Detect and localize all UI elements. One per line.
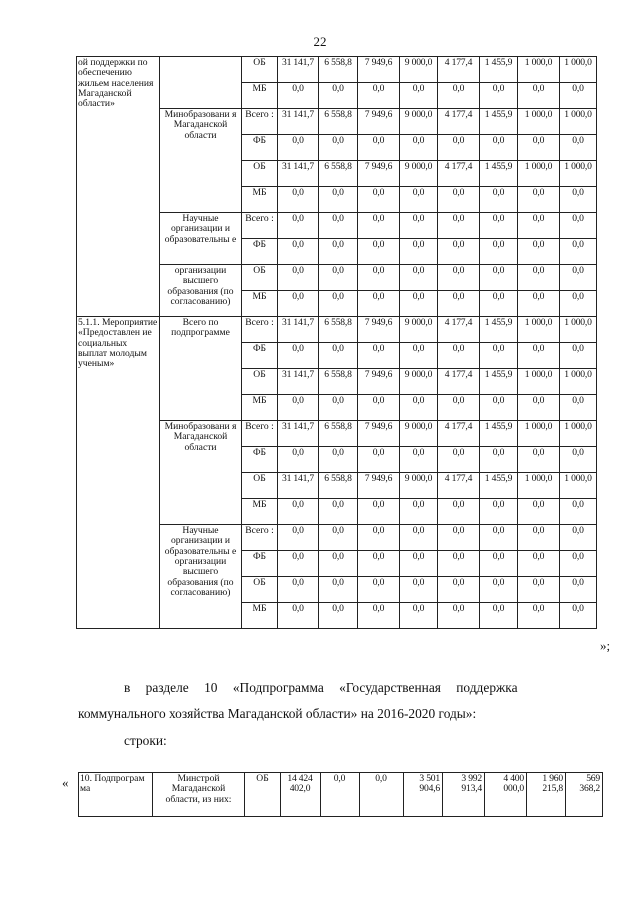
amount-cell: 1 000,0 xyxy=(518,421,560,447)
amount-cell: 0,0 xyxy=(319,551,358,577)
amount-cell: 569 368,2 xyxy=(566,773,603,817)
amount-cell: 0,0 xyxy=(560,265,597,291)
amount-cell: 0,0 xyxy=(278,343,319,369)
amount-cell: 31 141,7 xyxy=(278,421,319,447)
amount-cell: 1 000,0 xyxy=(560,473,597,499)
amount-cell: 0,0 xyxy=(319,447,358,473)
amount-cell: 0,0 xyxy=(518,551,560,577)
amount-cell: 0,0 xyxy=(319,239,358,265)
amount-cell: 4 177,4 xyxy=(438,161,480,187)
executor-cell: Всего по подпрограмме xyxy=(160,317,242,421)
amount-cell: 31 141,7 xyxy=(278,57,319,83)
amount-cell: 0,0 xyxy=(400,525,438,551)
amount-cell: 31 141,7 xyxy=(278,109,319,135)
executor-cell: Минобразовани я Магаданской области xyxy=(160,109,242,213)
table-row xyxy=(79,773,603,817)
measure-name-cell: 5.1.1. Мероприятие «Предоставлен ие социальных выплат молодым ученым» xyxy=(77,317,160,629)
amount-cell: 0,0 xyxy=(438,551,480,577)
source-cell: МБ xyxy=(242,291,278,317)
amount-cell: 0,0 xyxy=(400,395,438,421)
amount-cell: 14 424 402,0 xyxy=(281,773,321,817)
amount-cell: 0,0 xyxy=(358,187,400,213)
amount-cell: 0,0 xyxy=(400,213,438,239)
amount-cell: 9 000,0 xyxy=(400,317,438,343)
amount-cell: 1 000,0 xyxy=(518,369,560,395)
amount-cell: 1 000,0 xyxy=(518,57,560,83)
amount-cell: 1 000,0 xyxy=(560,421,597,447)
amount-cell: 0,0 xyxy=(358,525,400,551)
amount-cell: 0,0 xyxy=(560,239,597,265)
amount-cell: 0,0 xyxy=(480,213,518,239)
table-row xyxy=(77,317,597,343)
source-cell: ОБ xyxy=(242,369,278,395)
amount-cell: 6 558,8 xyxy=(319,421,358,447)
amount-cell: 1 000,0 xyxy=(560,317,597,343)
source-cell: ОБ xyxy=(242,473,278,499)
amount-cell: 0,0 xyxy=(319,603,358,629)
amount-cell: 0,0 xyxy=(438,187,480,213)
budget-table xyxy=(76,56,597,629)
amount-cell: 1 455,9 xyxy=(480,369,518,395)
source-cell: ФБ xyxy=(242,343,278,369)
amount-cell: 0,0 xyxy=(560,603,597,629)
amount-cell: 0,0 xyxy=(438,447,480,473)
amount-cell: 0,0 xyxy=(480,135,518,161)
amount-cell: 0,0 xyxy=(358,603,400,629)
amount-cell: 0,0 xyxy=(358,213,400,239)
amount-cell: 1 455,9 xyxy=(480,109,518,135)
amount-cell: 0,0 xyxy=(560,343,597,369)
amount-cell: 0,0 xyxy=(480,499,518,525)
amount-cell: 0,0 xyxy=(560,213,597,239)
table-row xyxy=(77,57,597,83)
amount-cell: 0,0 xyxy=(560,291,597,317)
amount-cell: 0,0 xyxy=(518,525,560,551)
amount-cell: 0,0 xyxy=(358,135,400,161)
amount-cell: 0,0 xyxy=(400,291,438,317)
amount-cell: 0,0 xyxy=(319,395,358,421)
amount-cell: 0,0 xyxy=(560,499,597,525)
amount-cell: 1 000,0 xyxy=(518,161,560,187)
source-cell: МБ xyxy=(242,187,278,213)
amount-cell: 0,0 xyxy=(400,551,438,577)
amount-cell: 1 455,9 xyxy=(480,317,518,343)
amount-cell: 0,0 xyxy=(319,83,358,109)
amount-cell: 7 949,6 xyxy=(358,421,400,447)
amount-cell: 0,0 xyxy=(278,525,319,551)
amount-cell: 0,0 xyxy=(438,239,480,265)
amount-cell: 0,0 xyxy=(358,447,400,473)
amount-cell: 0,0 xyxy=(358,395,400,421)
amount-cell: 0,0 xyxy=(278,603,319,629)
amount-cell: 0,0 xyxy=(278,135,319,161)
amount-cell: 0,0 xyxy=(480,83,518,109)
amount-cell: 0,0 xyxy=(438,291,480,317)
amount-cell: 4 177,4 xyxy=(438,369,480,395)
amount-cell: 0,0 xyxy=(400,135,438,161)
amount-cell: 0,0 xyxy=(480,603,518,629)
amount-cell: 0,0 xyxy=(319,525,358,551)
source-cell: МБ xyxy=(242,603,278,629)
amount-cell: 0,0 xyxy=(518,447,560,473)
paragraph-rows-label: строки: xyxy=(124,733,167,748)
subprogram-10-table xyxy=(78,772,603,817)
amount-cell: 31 141,7 xyxy=(278,473,319,499)
amount-cell: 6 558,8 xyxy=(319,161,358,187)
amount-cell: 0,0 xyxy=(319,187,358,213)
amount-cell: 0,0 xyxy=(400,187,438,213)
source-cell: ОБ xyxy=(242,265,278,291)
amount-cell: 0,0 xyxy=(400,265,438,291)
amount-cell: 3 501 904,6 xyxy=(404,773,443,817)
amount-cell: 6 558,8 xyxy=(319,369,358,395)
amount-cell: 0,0 xyxy=(358,577,400,603)
amount-cell: 7 949,6 xyxy=(358,57,400,83)
amount-cell: 0,0 xyxy=(560,395,597,421)
amount-cell: 6 558,8 xyxy=(319,317,358,343)
amount-cell: 4 400 000,0 xyxy=(485,773,527,817)
amount-cell: 4 177,4 xyxy=(438,421,480,447)
amount-cell: 4 177,4 xyxy=(438,57,480,83)
executor-cell: Минстрой Магаданской области, из них: xyxy=(153,773,245,817)
amount-cell: 0,0 xyxy=(480,395,518,421)
source-cell: Всего : xyxy=(242,317,278,343)
amount-cell: 0,0 xyxy=(518,291,560,317)
amount-cell: 0,0 xyxy=(518,395,560,421)
amount-cell: 1 000,0 xyxy=(560,57,597,83)
amount-cell: 0,0 xyxy=(438,343,480,369)
amount-cell: 0,0 xyxy=(518,499,560,525)
amount-cell: 0,0 xyxy=(480,265,518,291)
amount-cell: 1 455,9 xyxy=(480,473,518,499)
amount-cell: 0,0 xyxy=(400,83,438,109)
amount-cell: 1 000,0 xyxy=(518,317,560,343)
amount-cell: 0,0 xyxy=(438,265,480,291)
amount-cell: 0,0 xyxy=(438,83,480,109)
page-number: 22 xyxy=(313,34,327,49)
amount-cell: 0,0 xyxy=(319,291,358,317)
amount-cell: 0,0 xyxy=(358,551,400,577)
source-cell: ОБ xyxy=(242,161,278,187)
amount-cell: 0,0 xyxy=(400,343,438,369)
amount-cell: 0,0 xyxy=(560,83,597,109)
amount-cell: 0,0 xyxy=(358,83,400,109)
amount-cell: 9 000,0 xyxy=(400,473,438,499)
executor-cell: Научные организации и образовательны е xyxy=(160,213,242,265)
amount-cell: 0,0 xyxy=(480,239,518,265)
amount-cell: 0,0 xyxy=(278,239,319,265)
amount-cell: 31 141,7 xyxy=(278,161,319,187)
amount-cell: 0,0 xyxy=(400,577,438,603)
amount-cell: 4 177,4 xyxy=(438,317,480,343)
amount-cell: 3 992 913,4 xyxy=(443,773,485,817)
source-cell: Всего : xyxy=(242,213,278,239)
source-cell: Всего : xyxy=(242,525,278,551)
amount-cell: 0,0 xyxy=(438,395,480,421)
amount-cell: 7 949,6 xyxy=(358,473,400,499)
amount-cell: 0,0 xyxy=(358,291,400,317)
amount-cell: 0,0 xyxy=(319,343,358,369)
amount-cell: 0,0 xyxy=(360,773,404,817)
amount-cell: 9 000,0 xyxy=(400,109,438,135)
amount-cell: 0,0 xyxy=(358,343,400,369)
amount-cell: 0,0 xyxy=(480,525,518,551)
amount-cell: 0,0 xyxy=(319,499,358,525)
amount-cell: 7 949,6 xyxy=(358,109,400,135)
amount-cell: 0,0 xyxy=(560,187,597,213)
source-cell: ФБ xyxy=(242,239,278,265)
amount-cell: 0,0 xyxy=(358,239,400,265)
amount-cell: 0,0 xyxy=(480,447,518,473)
closing-quote: »; xyxy=(600,638,611,653)
amount-cell: 0,0 xyxy=(321,773,360,817)
amount-cell: 0,0 xyxy=(438,603,480,629)
amount-cell: 0,0 xyxy=(438,135,480,161)
amount-cell: 7 949,6 xyxy=(358,161,400,187)
amount-cell: 0,0 xyxy=(518,213,560,239)
source-cell: Всего : xyxy=(242,109,278,135)
amount-cell: 0,0 xyxy=(278,395,319,421)
amount-cell: 0,0 xyxy=(560,551,597,577)
executor-cell: организации высшего образования (по согласованию) xyxy=(160,265,242,317)
source-cell: ОБ xyxy=(242,57,278,83)
executor-cell: Минобразовани я Магаданской области xyxy=(160,421,242,525)
source-cell: МБ xyxy=(242,395,278,421)
amount-cell: 0,0 xyxy=(480,187,518,213)
paragraph-section-10: в разделе 10 «Подпрограмма «Государственная поддержка xyxy=(124,680,518,695)
source-cell: Всего : xyxy=(242,421,278,447)
amount-cell: 1 000,0 xyxy=(518,109,560,135)
amount-cell: 0,0 xyxy=(438,525,480,551)
amount-cell: 0,0 xyxy=(518,603,560,629)
amount-cell: 0,0 xyxy=(319,135,358,161)
amount-cell: 0,0 xyxy=(560,577,597,603)
source-cell: ОБ xyxy=(245,773,281,817)
executor-cell: Научные организации и образовательны е организации высшего образования (по согласованию) xyxy=(160,525,242,629)
source-cell: ФБ xyxy=(242,551,278,577)
amount-cell: 0,0 xyxy=(560,447,597,473)
amount-cell: 7 949,6 xyxy=(358,317,400,343)
source-cell: ФБ xyxy=(242,447,278,473)
amount-cell: 6 558,8 xyxy=(319,109,358,135)
source-cell: ОБ xyxy=(242,577,278,603)
amount-cell: 0,0 xyxy=(400,499,438,525)
amount-cell: 0,0 xyxy=(278,83,319,109)
amount-cell: 1 000,0 xyxy=(560,161,597,187)
amount-cell: 0,0 xyxy=(358,499,400,525)
amount-cell: 0,0 xyxy=(319,213,358,239)
amount-cell: 0,0 xyxy=(278,499,319,525)
source-cell: ФБ xyxy=(242,135,278,161)
measure-name-cell: ой поддержки по обеспечению жильем населения Магаданской области» xyxy=(77,57,160,317)
amount-cell: 6 558,8 xyxy=(319,473,358,499)
amount-cell: 0,0 xyxy=(438,499,480,525)
amount-cell: 0,0 xyxy=(278,551,319,577)
source-cell: МБ xyxy=(242,499,278,525)
open-quote: « xyxy=(62,775,69,790)
amount-cell: 0,0 xyxy=(518,135,560,161)
amount-cell: 0,0 xyxy=(278,577,319,603)
amount-cell: 31 141,7 xyxy=(278,317,319,343)
amount-cell: 4 177,4 xyxy=(438,109,480,135)
amount-cell: 0,0 xyxy=(278,265,319,291)
amount-cell: 9 000,0 xyxy=(400,161,438,187)
amount-cell: 0,0 xyxy=(480,343,518,369)
amount-cell: 0,0 xyxy=(560,135,597,161)
amount-cell: 0,0 xyxy=(518,187,560,213)
executor-cell xyxy=(160,57,242,109)
amount-cell: 0,0 xyxy=(518,83,560,109)
source-cell: МБ xyxy=(242,83,278,109)
amount-cell: 7 949,6 xyxy=(358,369,400,395)
amount-cell: 0,0 xyxy=(438,577,480,603)
amount-cell: 0,0 xyxy=(480,577,518,603)
amount-cell: 0,0 xyxy=(480,551,518,577)
amount-cell: 0,0 xyxy=(518,577,560,603)
amount-cell: 6 558,8 xyxy=(319,57,358,83)
amount-cell: 0,0 xyxy=(278,291,319,317)
amount-cell: 1 960 215,8 xyxy=(527,773,566,817)
amount-cell: 0,0 xyxy=(319,265,358,291)
amount-cell: 0,0 xyxy=(400,239,438,265)
amount-cell: 0,0 xyxy=(400,447,438,473)
amount-cell: 0,0 xyxy=(480,291,518,317)
measure-name-cell: 10. Подпрограм ма xyxy=(79,773,153,817)
amount-cell: 1 000,0 xyxy=(518,473,560,499)
amount-cell: 0,0 xyxy=(319,577,358,603)
amount-cell: 0,0 xyxy=(518,343,560,369)
amount-cell: 0,0 xyxy=(278,447,319,473)
amount-cell: 0,0 xyxy=(518,239,560,265)
amount-cell: 31 141,7 xyxy=(278,369,319,395)
amount-cell: 1 455,9 xyxy=(480,161,518,187)
paragraph-section-10-title: коммунального хозяйства Магаданской области» на 2016-2020 годы»: xyxy=(78,706,477,721)
amount-cell: 0,0 xyxy=(358,265,400,291)
amount-cell: 4 177,4 xyxy=(438,473,480,499)
amount-cell: 0,0 xyxy=(560,525,597,551)
amount-cell: 0,0 xyxy=(518,265,560,291)
amount-cell: 1 455,9 xyxy=(480,421,518,447)
amount-cell: 9 000,0 xyxy=(400,369,438,395)
amount-cell: 9 000,0 xyxy=(400,57,438,83)
amount-cell: 0,0 xyxy=(278,187,319,213)
amount-cell: 1 000,0 xyxy=(560,109,597,135)
amount-cell: 0,0 xyxy=(438,213,480,239)
amount-cell: 1 455,9 xyxy=(480,57,518,83)
amount-cell: 0,0 xyxy=(278,213,319,239)
amount-cell: 1 000,0 xyxy=(560,369,597,395)
amount-cell: 0,0 xyxy=(400,603,438,629)
amount-cell: 9 000,0 xyxy=(400,421,438,447)
